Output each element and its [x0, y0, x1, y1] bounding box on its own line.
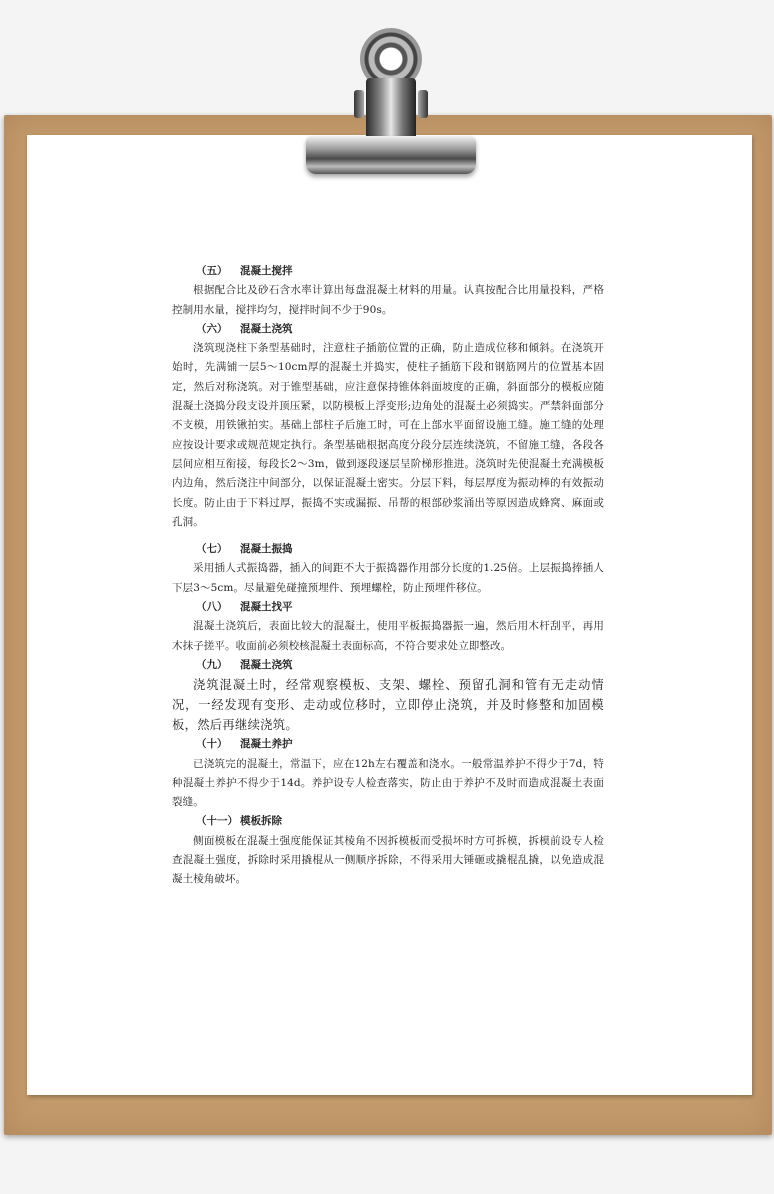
section — [172, 735, 604, 812]
section — [172, 812, 604, 889]
section-paragraph: 浇筑混凝土时，经常观察模板、支架、螺栓、预留孔洞和管有无走动情况，一经发现有变形、走动或位移时，立即停止浇筑，并及时修整和加固模板，然后再继续浇筑。 — [172, 678, 604, 733]
section — [172, 262, 604, 320]
section-heading: （十） 混凝土养护 — [196, 738, 293, 751]
section-heading: （八） 混凝土找平 — [196, 601, 293, 614]
section — [172, 320, 604, 532]
section-paragraph: 浇筑现浇柱下条型基础时，注意柱子插筋位置的正确，防止造成位移和倾斜。在浇筑开始时，先满铺一层5～10cm厚的混凝土并捣实，使柱子插筋下段和钢筋网片的位置基本固定，然后对称浇筑。对于锥型基础，应注意保持锥体斜面坡度的正确，斜面部分的模板应随混凝土浇捣分段支设并顶压紧，以防模板上浮变形;边角处的混凝土必须捣实。严禁斜面部分不支模，用铁锹拍实。基础上部柱子后施工时，可在上部水平面留设施工缝。施工缝的处理应按设计要求或规范规定执行。条型基础根据高度分段分层连续浇筑，不留施工缝，各段各层间应相互衔接，每段长2～3m，做到逐段逐层呈阶梯形推进。浇筑时先使混凝土充满模板内边角，然后浇注中间部分，以保证混凝土密实。分层下料，每层厚度为振动棒的有效振动长度。防止由于下料过厚，振捣不实或漏振、吊帮的根部砂浆涌出等原因造成蜂窝、麻面或孔洞。 — [172, 342, 604, 528]
section — [172, 656, 604, 735]
section — [172, 598, 604, 656]
section-paragraph: 根据配合比及砂石含水率计算出每盘混凝土材料的用量。认真按配合比用量投料，严格控制用水量，搅拌均匀，搅拌时间不少于90s。 — [172, 284, 604, 316]
section-heading: （五） 混凝土搅拌 — [196, 265, 293, 277]
binder-clip-icon — [306, 28, 476, 178]
section — [172, 540, 604, 598]
section-heading: （七） 混凝土振捣 — [196, 543, 293, 556]
section-heading: （九） 混凝土浇筑 — [196, 658, 293, 671]
section-paragraph: 侧面模板在混凝土强度能保证其棱角不因拆模板而受损坏时方可拆模，拆模前设专人检查混凝土强度，拆除时采用撬棍从一侧顺序拆除，不得采用大锤砸或撬棍乱撬，以免造成混凝土棱角破坏。 — [172, 834, 604, 886]
section-paragraph: 混凝土浇筑后，表面比较大的混凝土，使用平板振捣器振一遍，然后用木杆刮平，再用木抹子搓平。收面前必须校核混凝土表面标高，不符合要求处立即整改。 — [172, 620, 604, 652]
section-heading: （六） 混凝土浇筑 — [196, 322, 293, 335]
section-paragraph: 已浇筑完的混凝土，常温下，应在12h左右覆盖和浇水。一般常温养护不得少于7d，特种混凝土养护不得少于14d。养护设专人检查落实，防止由于养护不及时而造成混凝土表面裂缝。 — [172, 757, 604, 809]
section-paragraph: 采用插人式振捣器，插入的间距不大于振捣器作用部分长度的1.25倍。上层振捣捧插人下层3～5cm。尽量避免碰撞预埋件、预埋螺栓，防止预埋件移位。 — [172, 562, 604, 594]
document-body — [172, 262, 604, 890]
section-heading: （十一） 模板拆除 — [196, 815, 282, 828]
